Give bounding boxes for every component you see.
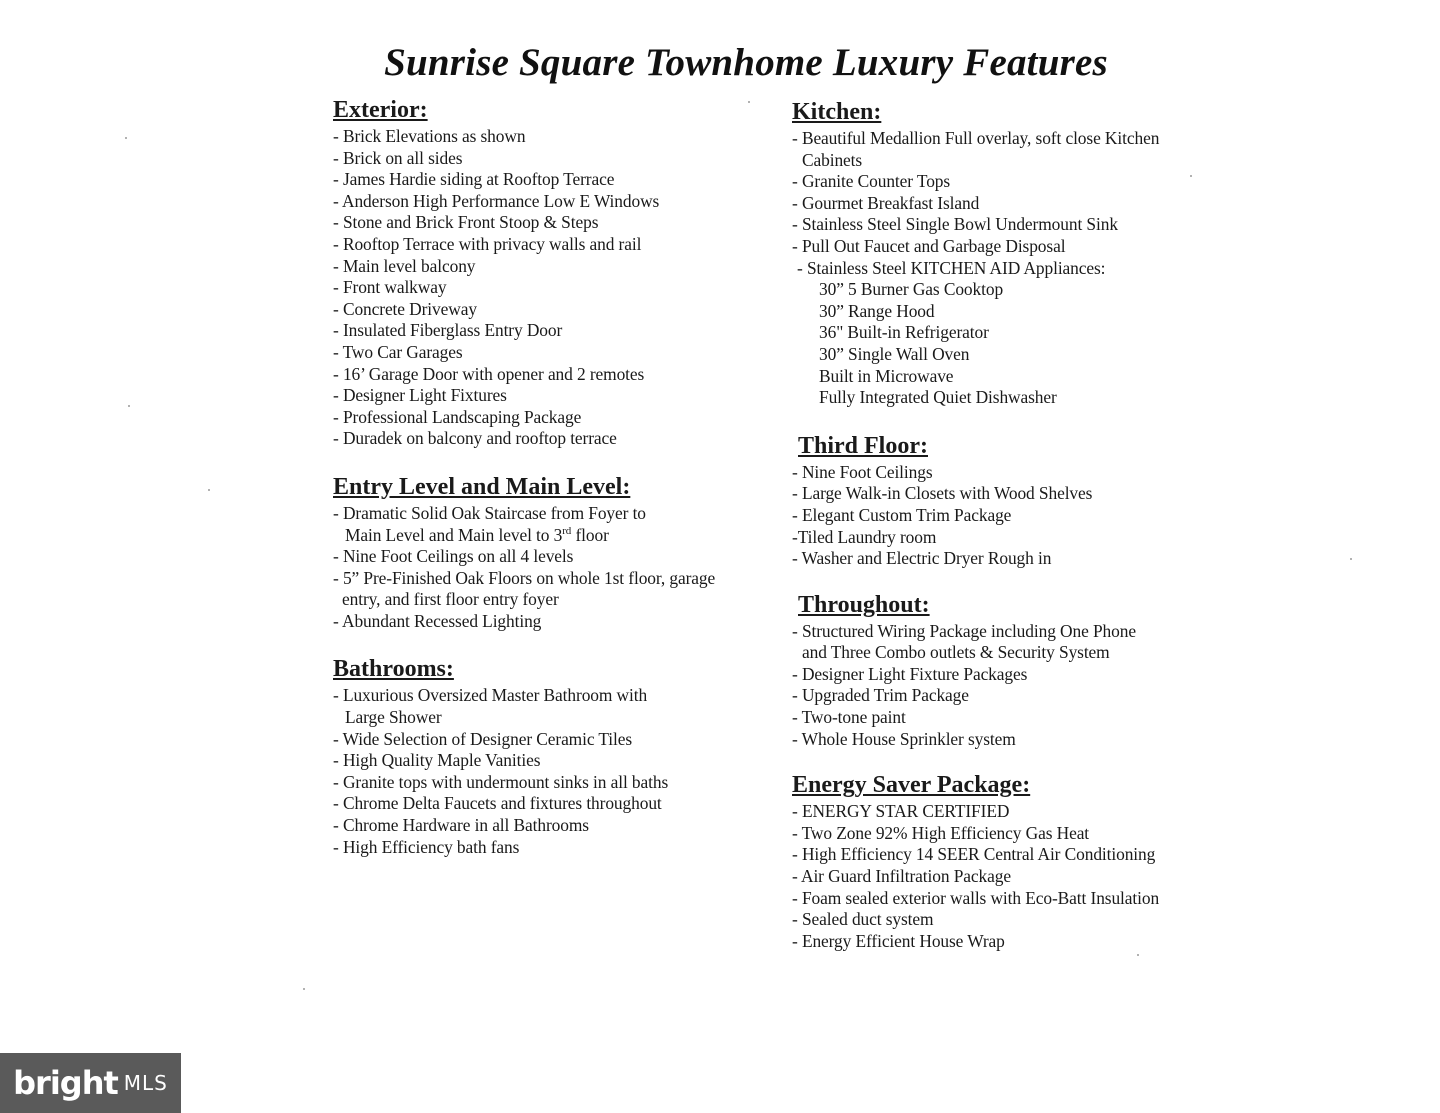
list-item-continuation [333,525,773,547]
list-item: - Two Car Garages [333,341,463,362]
list-item: - Main level balcony [333,255,476,276]
section-heading-bathrooms: Bathrooms: [333,656,454,683]
spacer [333,632,773,654]
list-item: - Chrome Hardware in all Bathrooms [333,815,589,836]
section-heading-throughout: Throughout: [798,591,930,618]
list-item: - Energy Efficient House Wrap [792,930,1005,951]
item-text: Main Level and Main level to 3 [345,524,563,545]
list-item: - Whole House Sprinkler system [792,728,1016,749]
list-item: - Beautiful Medallion Full overlay, soft close Kitchen [792,128,1160,148]
list-item: - Washer and Electric Dryer Rough in [792,548,1052,569]
section-heading-third-floor: Third Floor: [798,432,928,459]
section-throughout [792,590,1212,751]
section-heading-exterior: Exterior: [333,97,428,123]
section-energy-saver [792,770,1212,952]
scan-speck [125,137,127,139]
list-item: - Air Guard Infiltration Package [792,866,1011,887]
list-item: - Nine Foot Ceilings on all 4 levels [333,546,574,567]
section-exterior [333,95,773,450]
list-item: - Two-tone paint [792,707,906,728]
list-item: - Designer Light Fixture Packages [792,663,1028,684]
item-text: floor [571,524,609,545]
appliance-item: 30” Single Wall Oven [819,343,970,364]
scan-speck [748,101,750,103]
scan-speck [128,405,130,407]
scan-speck [208,489,210,491]
list-item: - High Quality Maple Vanities [333,750,541,771]
page-title: Sunrise Square Townhome Luxury Features [384,41,1108,84]
list-item: - Structured Wiring Package including One Phone [792,620,1136,641]
list-item: - Two Zone 92% High Efficiency Gas Heat [792,822,1090,843]
section-kitchen [792,97,1212,409]
section-third-floor [792,431,1212,570]
list-item: - High Efficiency 14 SEER Central Air Conditioning [792,844,1156,865]
list-item: - Granite Counter Tops [792,171,951,192]
section-bathrooms [333,654,773,858]
list-item: - High Efficiency bath fans [333,836,520,857]
list-item: - Concrete Driveway [333,298,477,319]
list-item: - Chrome Delta Faucets and fixtures throughout [333,793,662,814]
scan-speck [1190,175,1192,177]
list-item: -Tiled Laundry room [792,526,937,547]
list-item: - Dramatic Solid Oak Staircase from Foyer to [333,502,646,523]
left-column [333,95,773,858]
list-item: - Stainless Steel KITCHEN AID Appliances: [797,257,1106,278]
appliance-item: 36" Built-in Refrigerator [819,322,989,343]
list-item: - Brick on all sides [333,147,463,168]
section-heading-entry-level: Entry Level and Main Level: [333,473,631,500]
list-item: - Granite tops with undermount sinks in all baths [333,771,669,792]
spacer [333,450,773,472]
list-item: - ENERGY STAR CERTIFIED [792,801,1010,822]
list-item-continuation: Cabinets [802,149,863,170]
scan-speck [1137,954,1139,956]
spacer [792,409,1212,431]
list-item: - Luxurious Oversized Master Bathroom with [333,685,648,706]
list-item: - Large Walk-in Closets with Wood Shelves [792,483,1093,504]
watermark-suffix: MLS [123,1071,168,1095]
list-item-continuation: entry, and first floor entry foyer [342,589,559,610]
list-item: - Sealed duct system [792,909,934,930]
scan-speck [1350,558,1352,560]
list-item: - Duradek on balcony and rooftop terrace [333,428,617,449]
list-item: - Stone and Brick Front Stoop & Steps [333,212,599,233]
list-item: - Professional Landscaping Package [333,406,582,427]
list-item: - Wide Selection of Designer Ceramic Tiles [333,728,633,749]
list-item: - Anderson High Performance Low E Windows [333,190,660,211]
spacer [792,570,1212,590]
scan-speck [303,988,305,990]
list-item: - Upgraded Trim Package [792,685,969,706]
section-entry-level [333,472,773,633]
list-item: - Designer Light Fixtures [333,385,507,406]
list-item: - 5” Pre-Finished Oak Floors on whole 1st floor, garage [333,567,716,588]
watermark-brand: bright [13,1064,118,1102]
list-item: - 16’ Garage Door with opener and 2 remotes [333,363,645,384]
list-item: - Foam sealed exterior walls with Eco-Batt Insulation [792,887,1160,908]
list-item-continuation: Large Shower [345,707,442,728]
list-item: - Abundant Recessed Lighting [333,610,542,631]
list-item: - Pull Out Faucet and Garbage Disposal [792,235,1066,256]
appliance-item: 30” Range Hood [819,300,935,321]
right-column [792,97,1212,952]
list-item: - James Hardie siding at Rooftop Terrace [333,169,615,190]
list-item: - Stainless Steel Single Bowl Undermount Sink [792,214,1118,235]
list-item: - Rooftop Terrace with privacy walls and rail [333,233,642,254]
appliance-item: Fully Integrated Quiet Dishwasher [819,387,1057,408]
list-item: - Elegant Custom Trim Package [792,504,1012,525]
list-item: - Insulated Fiberglass Entry Door [333,320,563,341]
list-item-continuation: and Three Combo outlets & Security System [802,642,1110,663]
section-heading-energy-saver: Energy Saver Package: [792,772,1031,799]
appliance-item: 30” 5 Burner Gas Cooktop [819,279,1004,300]
spacer [792,750,1212,770]
bright-mls-watermark [0,1053,181,1113]
list-item: - Brick Elevations as shown [333,126,526,146]
list-item: - Front walkway [333,277,447,298]
appliance-item: Built in Microwave [819,365,954,386]
section-heading-kitchen: Kitchen: [792,99,882,125]
ordinal-suffix: rd [562,524,572,537]
list-item: - Gourmet Breakfast Island [792,192,980,213]
list-item: - Nine Foot Ceilings [792,461,933,482]
